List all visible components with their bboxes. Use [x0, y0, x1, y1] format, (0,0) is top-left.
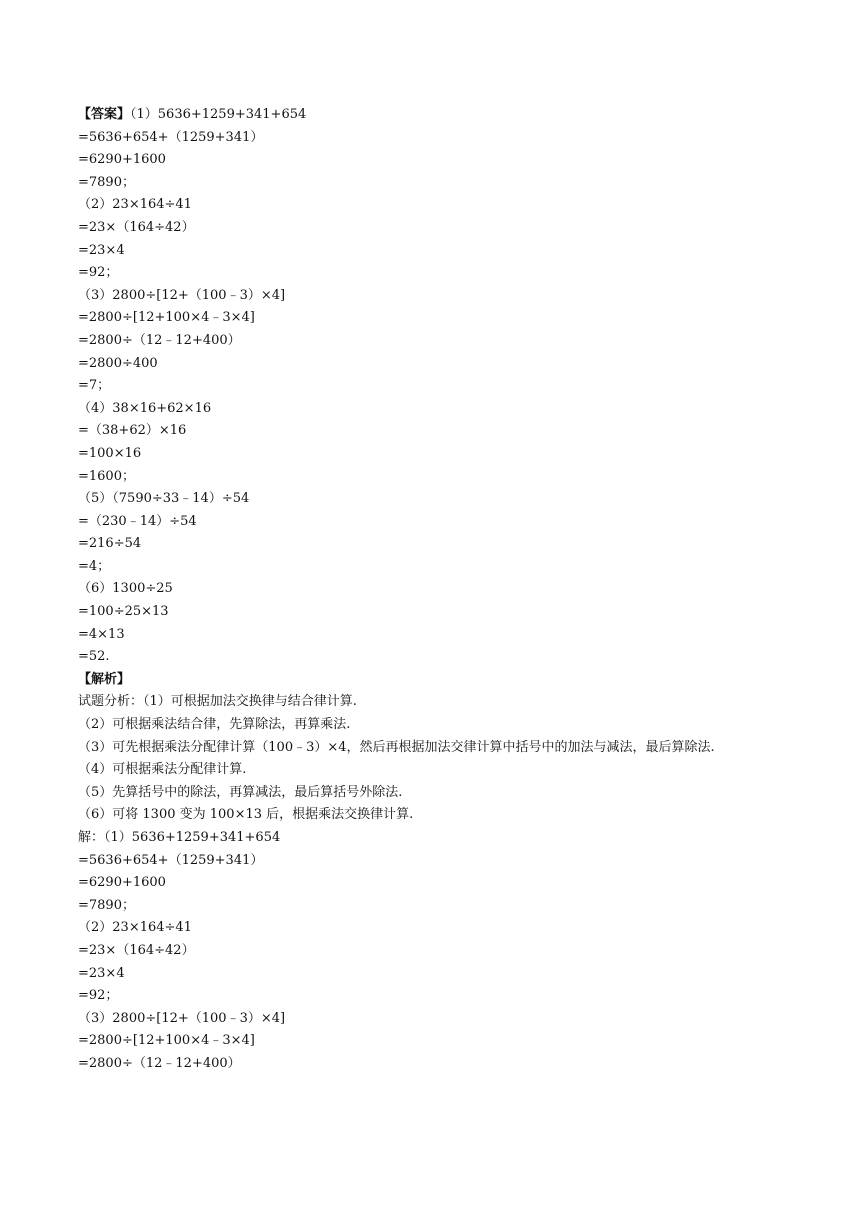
answer-line: =7890；	[78, 174, 135, 190]
answer-line: =（230﹣14）÷54	[78, 513, 197, 529]
analysis-line: （3）可先根据乘法分配律计算（100﹣3）×4，然后再根据加法交律计算中括号中的加法与减法，最后算除法.	[78, 739, 715, 755]
analysis-heading: 【解析】	[78, 671, 131, 687]
answer-line: =2800÷[12+100×4﹣3×4]	[78, 310, 255, 326]
solution-line: =2800÷[12+100×4﹣3×4]	[78, 1033, 255, 1049]
answer-line: =7；	[78, 378, 111, 394]
analysis-line: （2）可根据乘法结合律，先算除法，再算乘法.	[78, 717, 351, 733]
answer-line: =216÷54	[78, 536, 142, 552]
answer-line: =52.	[78, 649, 110, 665]
solution-line: （3）2800÷[12+（100﹣3）×4]	[78, 1010, 286, 1026]
analysis-line: （6）可将 1300 变为 100×13 后，根据乘法交换律计算.	[78, 807, 414, 823]
solution-line: =23×4	[78, 965, 125, 981]
answer-line: =2800÷400	[78, 355, 158, 371]
solution-lines	[78, 827, 808, 1076]
answer-line: =100÷25×13	[78, 604, 169, 620]
analysis-lines	[78, 691, 808, 827]
answer-line: =23×4	[78, 242, 125, 258]
solution-line: （2）23×164÷41	[78, 920, 192, 936]
analysis-line: （4）可根据乘法分配律计算.	[78, 762, 247, 778]
solution-line: =92；	[78, 988, 119, 1004]
solution-line: 解：（1）5636+1259+341+654	[78, 830, 281, 845]
solution-line: =2800÷（12﹣12+400）	[78, 1055, 241, 1071]
answer-line: =4×13	[78, 626, 125, 642]
answer-first-line	[78, 104, 808, 127]
answer-problem-1: （1）5636+1259+341+654	[130, 107, 307, 122]
answer-line: （6）1300÷25	[78, 581, 173, 597]
answer-line: =92；	[78, 265, 119, 281]
answer-line: （2）23×164÷41	[78, 197, 192, 213]
analysis-line: （5）先算括号中的除法，再算减法，最后算括号外除法.	[78, 784, 403, 800]
answer-line: =2800÷（12﹣12+400）	[78, 332, 241, 348]
document-page	[78, 104, 808, 1076]
answer-line: =23×（164÷42）	[78, 219, 195, 235]
solution-line: =23×（164÷42）	[78, 942, 195, 958]
answer-heading: 【答案】	[78, 107, 131, 122]
answer-line: =6290+1600	[78, 152, 166, 168]
answer-line: =1600；	[78, 468, 135, 484]
answer-line: （3）2800÷[12+（100﹣3）×4]	[78, 287, 286, 303]
analysis-line: 试题分析：（1）可根据加法交换律与结合律计算.	[78, 694, 357, 710]
answer-line: =100×16	[78, 445, 142, 461]
solution-line: =5636+654+（1259+341）	[78, 852, 264, 868]
answer-line: （5）（7590÷33﹣14）÷54	[78, 491, 250, 507]
solution-line: =7890；	[78, 897, 135, 913]
solution-line: =6290+1600	[78, 875, 166, 891]
answer-lines	[78, 127, 808, 669]
answer-line: （4）38×16+62×16	[78, 400, 212, 416]
answer-line: =（38+62）×16	[78, 423, 187, 439]
answer-line: =5636+654+（1259+341）	[78, 129, 264, 145]
answer-line: =4；	[78, 558, 111, 574]
